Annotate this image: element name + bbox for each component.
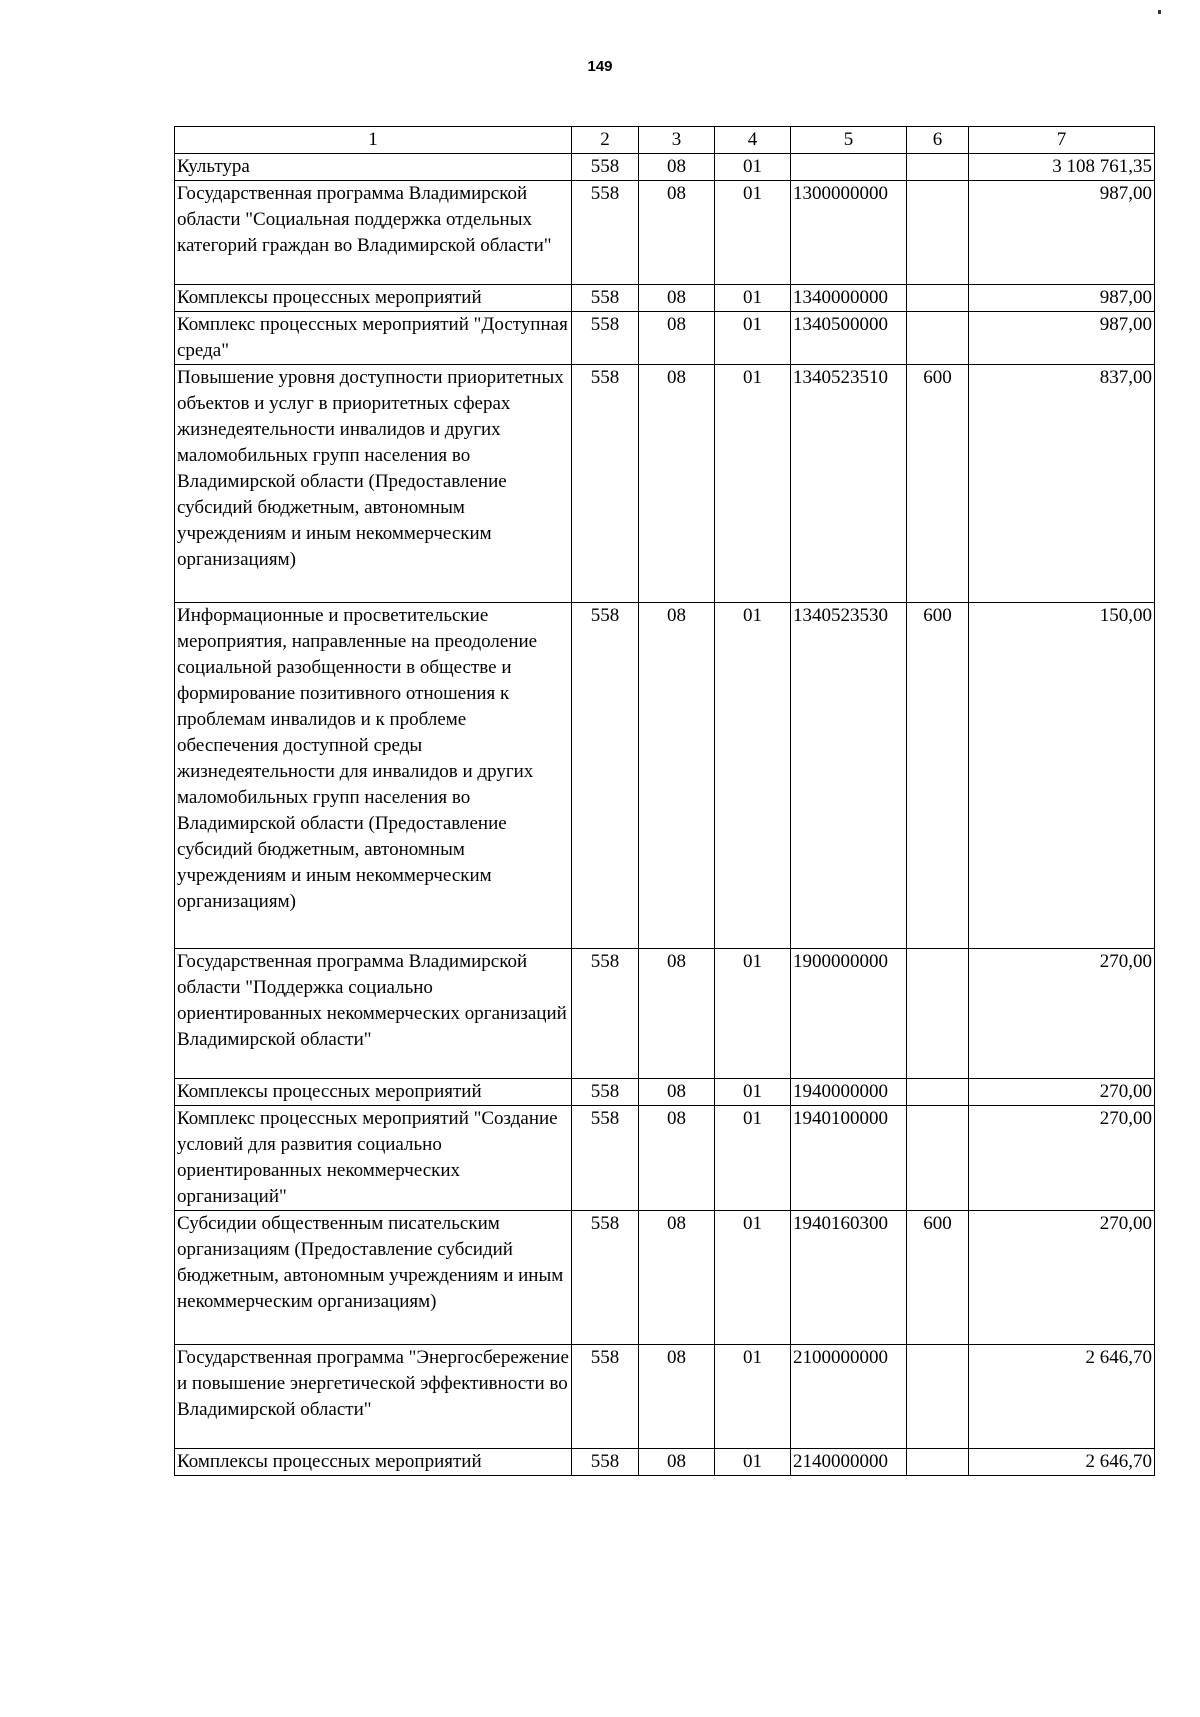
row-cell-6	[907, 1345, 969, 1449]
row-cell-6	[907, 1106, 969, 1211]
row-cell-5: 1300000000	[791, 181, 907, 285]
row-cell-7: 270,00	[969, 949, 1155, 1079]
row-cell-5: 1900000000	[791, 949, 907, 1079]
row-cell-7: 270,00	[969, 1211, 1155, 1345]
row-cell-2: 558	[572, 312, 639, 365]
row-cell-6	[907, 949, 969, 1079]
row-cell-7: 987,00	[969, 285, 1155, 312]
table-row	[175, 312, 1155, 365]
row-cell-3: 08	[639, 1106, 715, 1211]
row-cell-2: 558	[572, 365, 639, 603]
table-row	[175, 154, 1155, 181]
row-cell-4: 01	[715, 312, 791, 365]
row-cell-4: 01	[715, 181, 791, 285]
row-cell-5: 1340523510	[791, 365, 907, 603]
table-row	[175, 603, 1155, 949]
row-cell-2: 558	[572, 1449, 639, 1476]
row-cell-4: 01	[715, 285, 791, 312]
column-header-7: 7	[969, 127, 1155, 154]
row-name-cell: Комплекс процессных мероприятий "Создание условий для развития социально ориентированных некоммерческих организаций"	[175, 1106, 572, 1211]
row-cell-6	[907, 1449, 969, 1476]
row-cell-5: 1340523530	[791, 603, 907, 949]
column-header-4: 4	[715, 127, 791, 154]
row-cell-5: 1340000000	[791, 285, 907, 312]
row-cell-4: 01	[715, 1211, 791, 1345]
row-cell-7: 150,00	[969, 603, 1155, 949]
row-name-cell: Повышение уровня доступности приоритетных объектов и услуг в приоритетных сферах жизнедеятельности инвалидов и других маломобильных групп населения во Владимирской области (Предоставление субсидий бюджетным, автономным учреждениям и иным некоммерческим организациям)	[175, 365, 572, 603]
column-header-3: 3	[639, 127, 715, 154]
row-name-cell: Культура	[175, 154, 572, 181]
row-cell-6	[907, 154, 969, 181]
table-row	[175, 285, 1155, 312]
column-header-1: 1	[175, 127, 572, 154]
row-cell-2: 558	[572, 285, 639, 312]
row-cell-2: 558	[572, 181, 639, 285]
row-cell-2: 558	[572, 1345, 639, 1449]
row-cell-6	[907, 1079, 969, 1106]
row-cell-3: 08	[639, 603, 715, 949]
row-cell-3: 08	[639, 1449, 715, 1476]
row-cell-5: 1940100000	[791, 1106, 907, 1211]
scan-speck	[1158, 10, 1161, 14]
page-number: 149	[587, 58, 613, 75]
row-cell-7: 270,00	[969, 1079, 1155, 1106]
row-cell-6	[907, 181, 969, 285]
row-cell-3: 08	[639, 1211, 715, 1345]
row-cell-5: 1940160300	[791, 1211, 907, 1345]
row-cell-7: 987,00	[969, 312, 1155, 365]
row-cell-4: 01	[715, 154, 791, 181]
row-name-cell: Государственная программа Владимирской области "Социальная поддержка отдельных категорий граждан во Владимирской области"	[175, 181, 572, 285]
row-cell-3: 08	[639, 312, 715, 365]
row-name-cell: Субсидии общественным писательским организациям (Предоставление субсидий бюджетным, автономным учреждениям и иным некоммерческим организациям)	[175, 1211, 572, 1345]
column-header-2: 2	[572, 127, 639, 154]
row-cell-4: 01	[715, 1079, 791, 1106]
table-row	[175, 1449, 1155, 1476]
row-cell-7: 3 108 761,35	[969, 154, 1155, 181]
row-cell-2: 558	[572, 154, 639, 181]
row-cell-2: 558	[572, 1079, 639, 1106]
row-cell-4: 01	[715, 1106, 791, 1211]
row-cell-5: 2100000000	[791, 1345, 907, 1449]
row-cell-3: 08	[639, 1079, 715, 1106]
row-cell-4: 01	[715, 949, 791, 1079]
row-cell-6: 600	[907, 603, 969, 949]
row-cell-5: 1340500000	[791, 312, 907, 365]
row-name-cell: Информационные и просветительские мероприятия, направленные на преодоление социальной разобщенности в обществе и формирование позитивного отношения к проблемам инвалидов и к проблеме обеспечения доступной среды жизнедеятельности для инвалидов и других маломобильных групп населения во Владимирской области (Предоставление субсидий бюджетным, автономным учреждениям и иным некоммерческим организациям)	[175, 603, 572, 949]
row-cell-6	[907, 312, 969, 365]
row-cell-2: 558	[572, 1106, 639, 1211]
row-cell-7: 987,00	[969, 181, 1155, 285]
row-cell-6: 600	[907, 365, 969, 603]
row-cell-3: 08	[639, 1345, 715, 1449]
row-cell-6: 600	[907, 1211, 969, 1345]
row-cell-2: 558	[572, 949, 639, 1079]
row-cell-7: 2 646,70	[969, 1345, 1155, 1449]
row-name-cell: Комплекс процессных мероприятий "Доступная среда"	[175, 312, 572, 365]
row-name-cell: Комплексы процессных мероприятий	[175, 1079, 572, 1106]
row-cell-7: 270,00	[969, 1106, 1155, 1211]
table-row	[175, 365, 1155, 603]
table-row	[175, 1079, 1155, 1106]
table-row	[175, 181, 1155, 285]
row-cell-5: 1940000000	[791, 1079, 907, 1106]
row-cell-3: 08	[639, 285, 715, 312]
row-cell-6	[907, 285, 969, 312]
row-name-cell: Комплексы процессных мероприятий	[175, 1449, 572, 1476]
table-row	[175, 1345, 1155, 1449]
row-cell-3: 08	[639, 154, 715, 181]
row-name-cell: Государственная программа Владимирской области "Поддержка социально ориентированных некоммерческих организаций Владимирской области"	[175, 949, 572, 1079]
row-cell-3: 08	[639, 181, 715, 285]
table-row	[175, 1211, 1155, 1345]
row-name-cell: Комплексы процессных мероприятий	[175, 285, 572, 312]
row-cell-4: 01	[715, 365, 791, 603]
table-header-row	[175, 127, 1155, 154]
row-cell-4: 01	[715, 603, 791, 949]
row-cell-4: 01	[715, 1449, 791, 1476]
row-cell-3: 08	[639, 949, 715, 1079]
row-cell-2: 558	[572, 603, 639, 949]
table-row	[175, 1106, 1155, 1211]
row-cell-3: 08	[639, 365, 715, 603]
row-cell-2: 558	[572, 1211, 639, 1345]
column-header-6: 6	[907, 127, 969, 154]
row-cell-7: 837,00	[969, 365, 1155, 603]
row-cell-4: 01	[715, 1345, 791, 1449]
budget-table	[174, 126, 1155, 1476]
row-name-cell: Государственная программа "Энергосбережение и повышение энергетической эффективности во Владимирской области"	[175, 1345, 572, 1449]
row-cell-7: 2 646,70	[969, 1449, 1155, 1476]
row-cell-5	[791, 154, 907, 181]
row-cell-5: 2140000000	[791, 1449, 907, 1476]
column-header-5: 5	[791, 127, 907, 154]
table-row	[175, 949, 1155, 1079]
